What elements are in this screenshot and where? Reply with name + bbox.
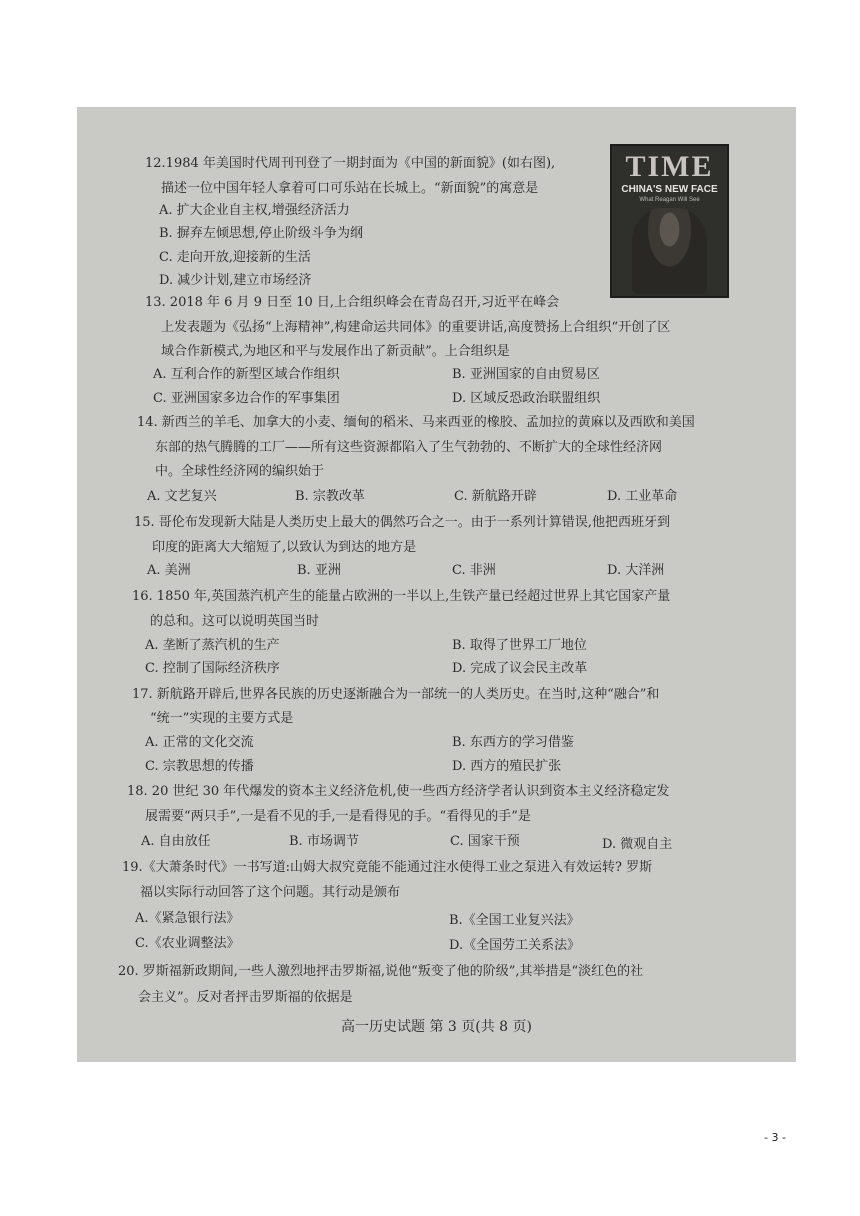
question-17-line-2: “统一”实现的主要方式是 xyxy=(150,711,294,726)
question-16-option-d: D. 完成了议会民主改革 xyxy=(452,661,588,676)
question-13-line-2: 上发表题为《弘扬“上海精神”,构建命运共同体》的重要讲话,高度赞扬上合组织“开创了区 xyxy=(161,320,671,335)
question-16-line-2: 的总和。这可以说明英国当时 xyxy=(150,614,320,629)
question-14-option-b: B. 宗教改革 xyxy=(295,489,365,504)
time-cover-subtitle: What Reagan Will See xyxy=(639,197,700,203)
question-19-option-d: D.《全国劳工关系法》 xyxy=(449,938,581,953)
question-13-option-a: A. 互利合作的新型区域合作组织 xyxy=(153,367,340,382)
question-12-line-1: 12.1984 年美国时代周刊刊登了一期封面为《中国的新面貌》(如右图), xyxy=(145,156,556,171)
question-13-option-c: C. 亚洲国家多边合作的军事集团 xyxy=(153,391,340,406)
question-18-line-2: 展需要“两只手”,一是看不见的手,一是看得见的手。“看得见的手”是 xyxy=(145,809,531,824)
exam-footer: 高一历史试题 第 3 页(共 8 页) xyxy=(341,1019,532,1035)
question-19-option-b: B.《全国工业复兴法》 xyxy=(449,913,580,928)
question-14-option-a: A. 文艺复兴 xyxy=(147,489,217,504)
question-15-option-d: D. 大洋洲 xyxy=(607,563,665,578)
question-18-line-1: 18. 20 世纪 30 年代爆发的资本主义经济危机,使一些西方经济学者认识到资本主义经济稳定发 xyxy=(127,784,670,799)
question-18-option-d: D. 微观自主 xyxy=(602,837,673,852)
question-12-line-2: 描述一位中国年轻人拿着可口可乐站在长城上。“新面貌”的寓意是 xyxy=(161,181,539,196)
question-17-option-a: A. 正常的文化交流 xyxy=(145,735,254,750)
question-15-line-1: 15. 哥伦布发现新大陆是人类历史上最大的偶然巧合之一。由于一系列计算错误,他把西班牙到 xyxy=(134,515,670,530)
question-12-option-c: C. 走向开放,迎接新的生活 xyxy=(159,250,311,265)
question-14-line-3: 中。全球性经济网的编织始于 xyxy=(155,464,325,479)
cover-person-figure xyxy=(632,208,707,294)
question-17-option-c: C. 宗教思想的传播 xyxy=(145,759,254,774)
question-15-line-2: 印度的距离大大缩短了,以致认为到达的地方是 xyxy=(152,540,417,555)
question-16-option-a: A. 垄断了蒸汽机的生产 xyxy=(145,638,280,653)
question-17-option-b: B. 东西方的学习借鉴 xyxy=(452,735,574,750)
question-16-line-1: 16. 1850 年,英国蒸汽机产生的能量占欧洲的一半以上,生铁产量已经超过世界上其它国家产量 xyxy=(132,589,671,604)
question-18-option-b: B. 市场调节 xyxy=(289,834,359,849)
question-14-line-1: 14. 新西兰的羊毛、加拿大的小麦、缅甸的稻米、马来西亚的橡胶、孟加拉的黄麻以及西欧和美国 xyxy=(137,415,695,430)
question-16-option-c: C. 控制了国际经济秩序 xyxy=(145,661,280,676)
question-12-option-a: A. 扩大企业自主权,增强经济活力 xyxy=(159,203,350,218)
question-15-option-c: C. 非洲 xyxy=(452,563,496,578)
question-12-option-b: B. 摒弃左倾思想,停止阶级斗争为纲 xyxy=(159,226,363,241)
question-15-option-a: A. 美洲 xyxy=(147,563,191,578)
question-13-line-1: 13. 2018 年 6 月 9 日至 10 日,上合组织峰会在青岛召开,习近平在峰会 xyxy=(145,295,560,310)
question-20-line-1: 20. 罗斯福新政期间,一些人激烈地抨击罗斯福,说他“叛变了他的阶级”,其举措是“淡红色的社 xyxy=(118,964,644,979)
question-20-line-2: 会主义”。反对者抨击罗斯福的依据是 xyxy=(138,990,353,1005)
question-12-option-d: D. 减少计划,建立市场经济 xyxy=(159,273,312,288)
question-19-line-1: 19.《大萧条时代》一书写道:山姆大叔究竟能不能通过注水使得工业之泵进入有效运转? 罗斯 xyxy=(122,860,653,875)
time-cover-headline: CHINA'S NEW FACE xyxy=(621,184,718,195)
question-19-line-2: 福以实际行动回答了这个问题。其行动是颁布 xyxy=(140,885,401,900)
question-19-option-c: C.《农业调整法》 xyxy=(135,936,240,951)
question-17-option-d: D. 西方的殖民扩张 xyxy=(452,759,562,774)
question-19-option-a: A.《紧急银行法》 xyxy=(135,911,240,926)
question-13-option-b: B. 亚洲国家的自由贸易区 xyxy=(452,367,600,382)
question-13-option-d: D. 区域反恐政治联盟组织 xyxy=(452,391,601,406)
question-14-option-c: C. 新航路开辟 xyxy=(454,489,537,504)
time-cover-title: TIME xyxy=(625,150,714,183)
question-16-option-b: B. 取得了世界工厂地位 xyxy=(452,638,587,653)
time-magazine-cover-image xyxy=(610,144,729,298)
question-14-line-2: 东部的热气腾腾的工厂——所有这些资源都陷入了生气勃勃的、不断扩大的全球性经济网 xyxy=(155,440,663,455)
scanned-exam-page xyxy=(77,107,796,1062)
question-18-option-a: A. 自由放任 xyxy=(141,834,211,849)
page-number: - 3 - xyxy=(764,1131,786,1144)
question-14-option-d: D. 工业革命 xyxy=(607,489,678,504)
question-13-line-3: 域合作新模式,为地区和平与发展作出了新贡献”。上合组织是 xyxy=(161,344,510,359)
question-15-option-b: B. 亚洲 xyxy=(297,563,341,578)
question-17-line-1: 17. 新航路开辟后,世界各民族的历史逐渐融合为一部统一的人类历史。在当时,这种“融合”和 xyxy=(132,687,660,702)
question-18-option-c: C. 国家干预 xyxy=(450,834,520,849)
